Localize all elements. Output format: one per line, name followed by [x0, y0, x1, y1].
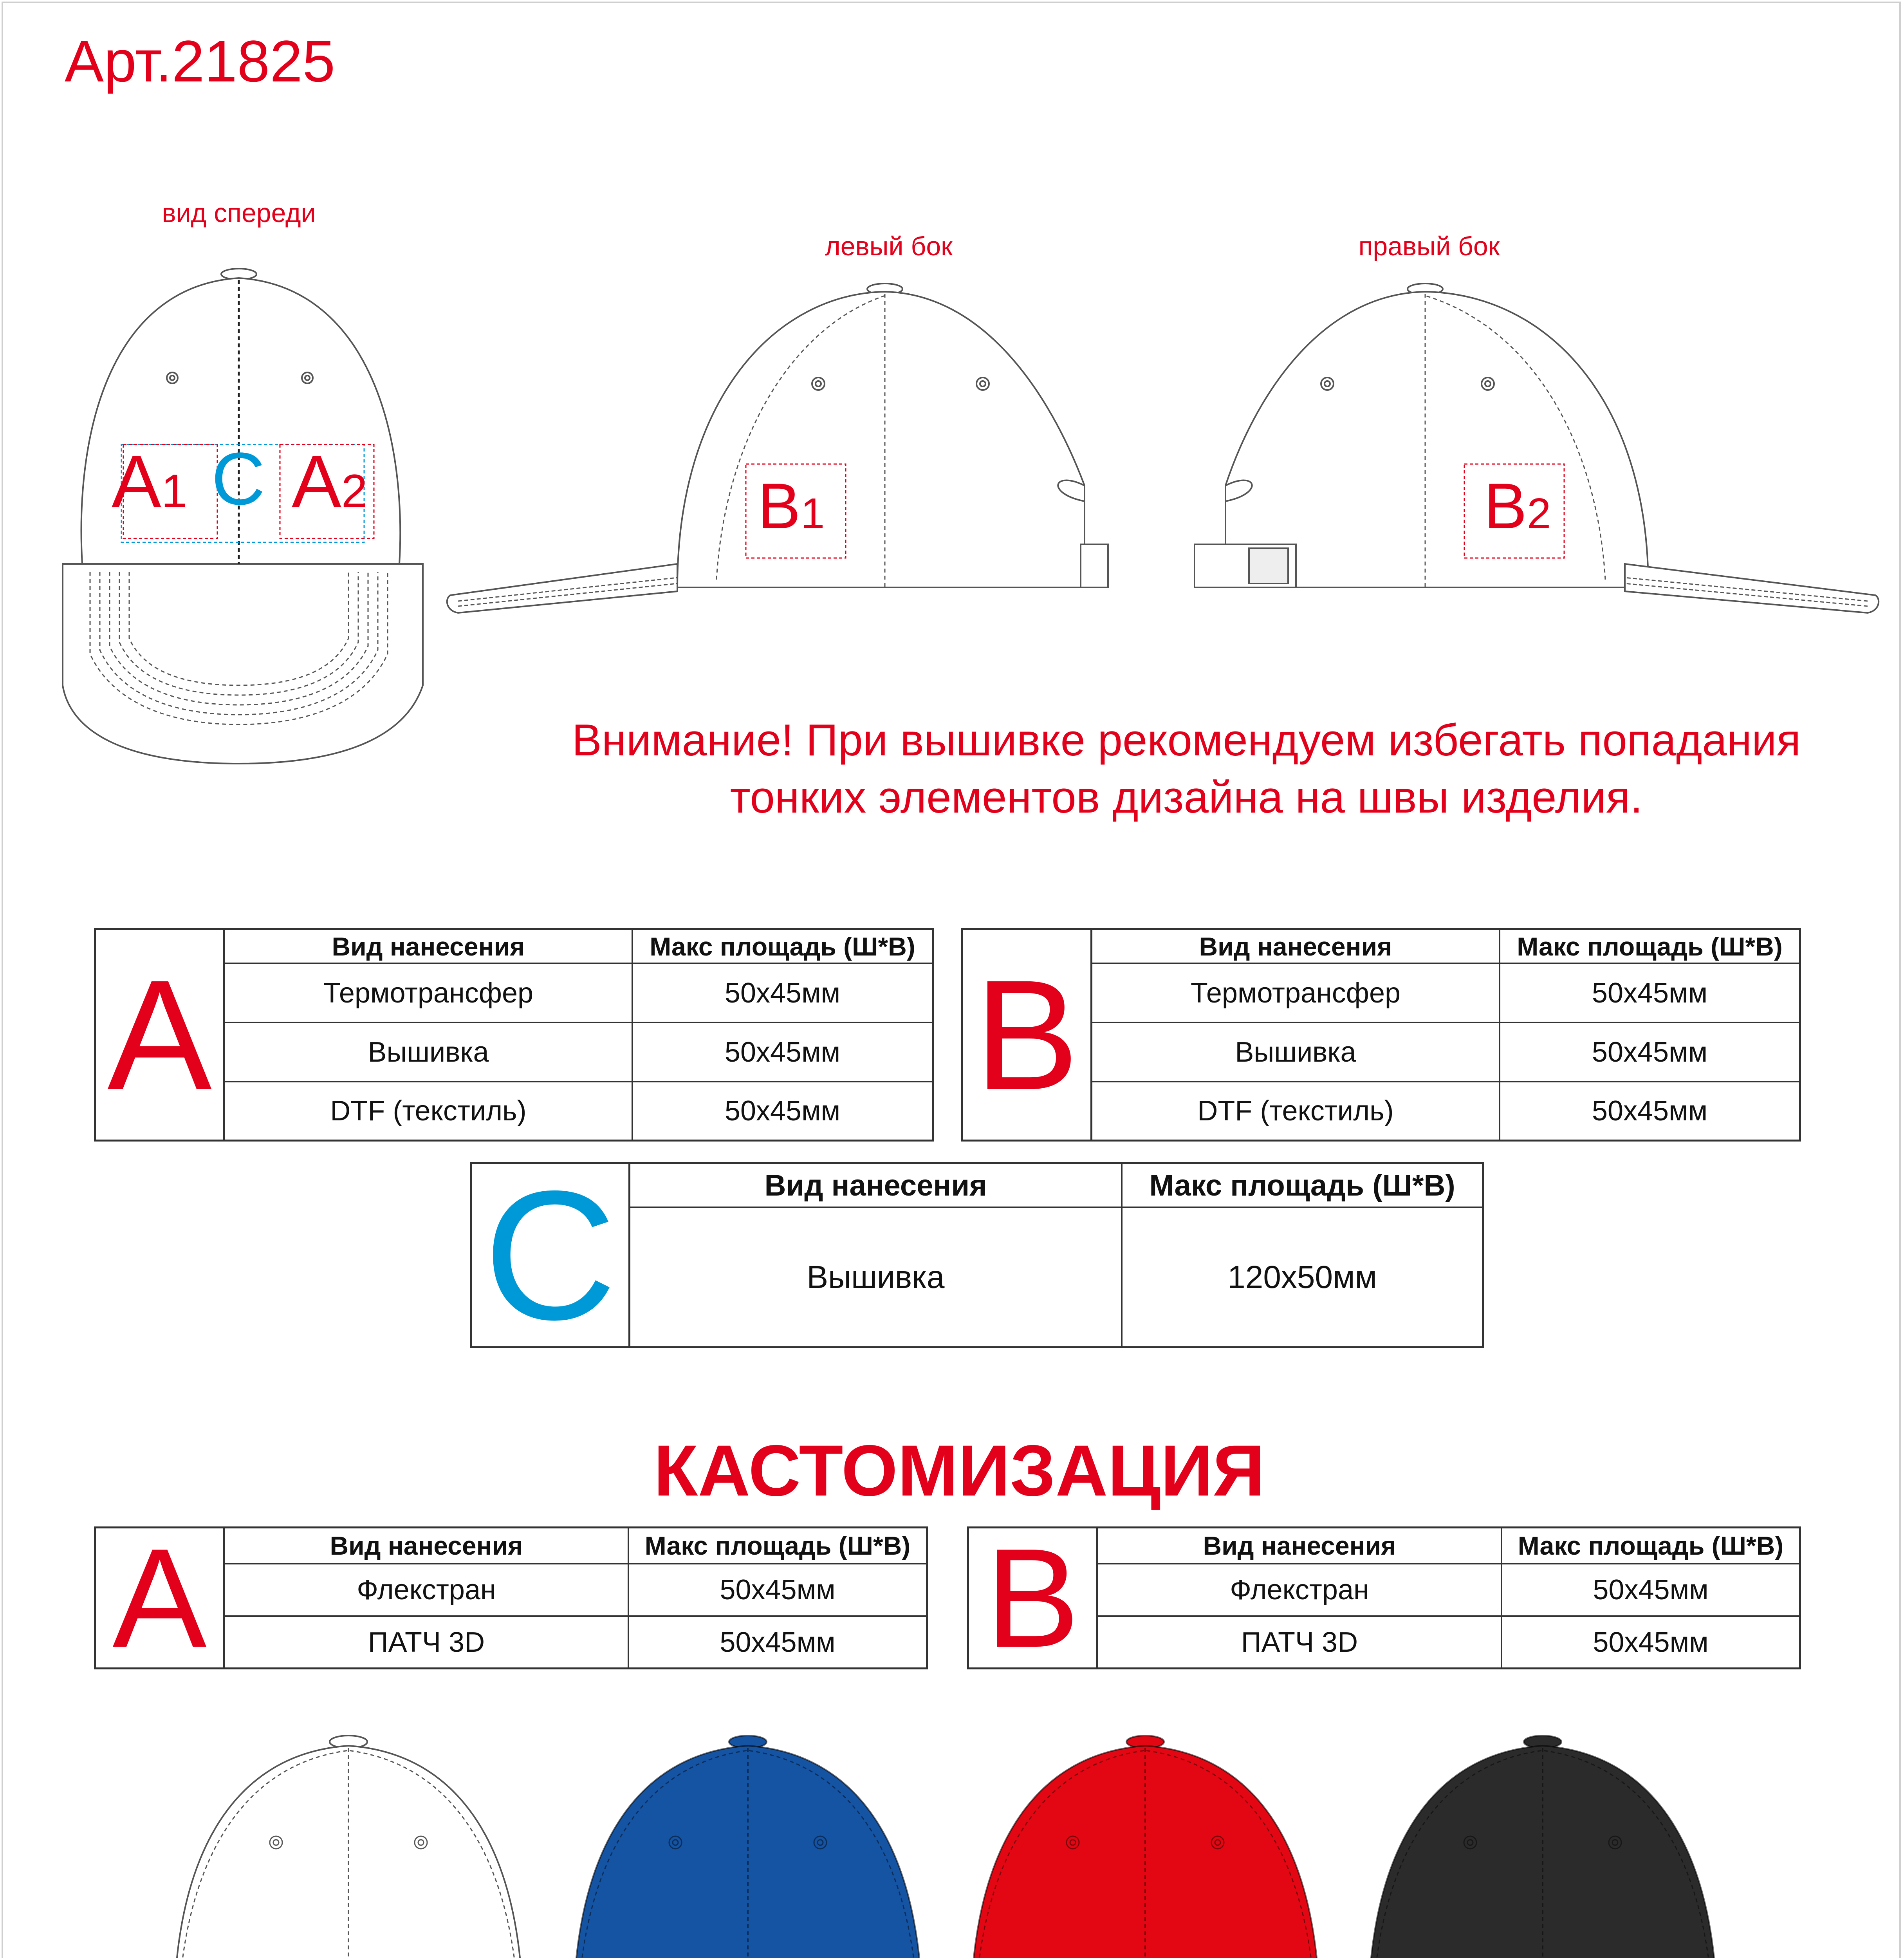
custom-table-a-letter: A: [96, 1528, 225, 1667]
table-row-method: Вышивка: [225, 1022, 632, 1082]
table-row-area: 50х45мм: [1502, 1616, 1799, 1667]
table-row-method: Флекстран: [225, 1564, 628, 1616]
table-b-grid: [1092, 930, 1799, 1140]
cap-color-swatch: [961, 1731, 1329, 1958]
table-b-header-method: Вид нанесения: [1092, 930, 1500, 963]
table-row-area: 50х45мм: [632, 1022, 932, 1082]
article-title: Арт.21825: [65, 28, 336, 94]
table-a-letter: A: [96, 930, 225, 1140]
custom-table-b-grid: [1098, 1528, 1799, 1667]
table-c-letter: C: [472, 1164, 630, 1346]
placement-table-b: [961, 928, 1801, 1142]
custom-b-header-area: Макс площадь (Ш*В): [1502, 1528, 1799, 1564]
warning-line-2: тонких элементов дизайна на швы изделия.: [730, 773, 1643, 822]
customization-title: КАСТОМИЗАЦИЯ: [653, 1431, 1265, 1511]
customization-table-a: [94, 1519, 928, 1677]
front-view-label: вид спереди: [162, 198, 316, 228]
table-row-method: DTF (текстиль): [225, 1082, 632, 1140]
placement-table-a: [94, 928, 934, 1142]
table-row-method: DTF (текстиль): [1092, 1082, 1500, 1140]
zone-a2-label: A2: [292, 440, 368, 523]
zone-a1-label: A1: [112, 440, 188, 523]
cap-color-swatch: [164, 1731, 532, 1958]
left-view-label: левый бок: [825, 231, 953, 261]
table-row-method: Вышивка: [1092, 1022, 1500, 1082]
table-a-header-method: Вид нанесения: [225, 930, 632, 963]
table-b-header-area: Макс площадь (Ш*В): [1500, 930, 1799, 963]
cap-color-swatch: [1359, 1731, 1727, 1958]
placement-table-c: [470, 1152, 1484, 1358]
cap-color-swatch: [564, 1731, 932, 1958]
table-row-area: 50х45мм: [1500, 963, 1799, 1022]
table-c-grid: [630, 1164, 1482, 1346]
custom-a-header-area: Макс площадь (Ш*В): [628, 1528, 926, 1564]
embroidery-warning: [540, 712, 1832, 826]
table-row-method: ПАТЧ 3D: [225, 1616, 628, 1667]
custom-b-header-method: Вид нанесения: [1098, 1528, 1502, 1564]
table-row-area: 50х45мм: [632, 963, 932, 1022]
right-view-cap: [1194, 282, 1883, 627]
table-row-area: 50х45мм: [1500, 1022, 1799, 1082]
table-row-method: Термотрансфер: [225, 963, 632, 1022]
table-row-method: Термотрансфер: [1092, 963, 1500, 1022]
table-row-area: 50х45мм: [1500, 1082, 1799, 1140]
table-b-letter: B: [963, 930, 1092, 1140]
table-a-header-area: Макс площадь (Ш*В): [632, 930, 932, 963]
zone-b2-label: B2: [1484, 470, 1551, 542]
warning-line-1: Внимание! При вышивке рекомендуем избегать попадания: [572, 715, 1801, 765]
custom-table-b-letter: B: [969, 1528, 1098, 1667]
table-row-area: 120х50мм: [1122, 1207, 1482, 1346]
customization-table-b: [967, 1519, 1801, 1677]
table-row-area: 50х45мм: [628, 1616, 926, 1667]
right-view-label: правый бок: [1358, 231, 1500, 261]
table-row-area: 50х45мм: [628, 1564, 926, 1616]
left-view-cap: [442, 282, 1132, 627]
table-c-header-area: Макс площадь (Ш*В): [1122, 1164, 1482, 1207]
zone-b1-label: B1: [758, 470, 825, 542]
zone-c-label: C: [211, 437, 265, 520]
table-row-area: 50х45мм: [632, 1082, 932, 1140]
custom-a-header-method: Вид нанесения: [225, 1528, 628, 1564]
table-a-grid: [225, 930, 932, 1140]
table-row-area: 50х45мм: [1502, 1564, 1799, 1616]
table-c-header-method: Вид нанесения: [630, 1164, 1122, 1207]
table-row-method: ПАТЧ 3D: [1098, 1616, 1502, 1667]
table-row-method: Вышивка: [630, 1207, 1122, 1346]
table-row-method: Флекстран: [1098, 1564, 1502, 1616]
custom-table-a-grid: [225, 1528, 926, 1667]
